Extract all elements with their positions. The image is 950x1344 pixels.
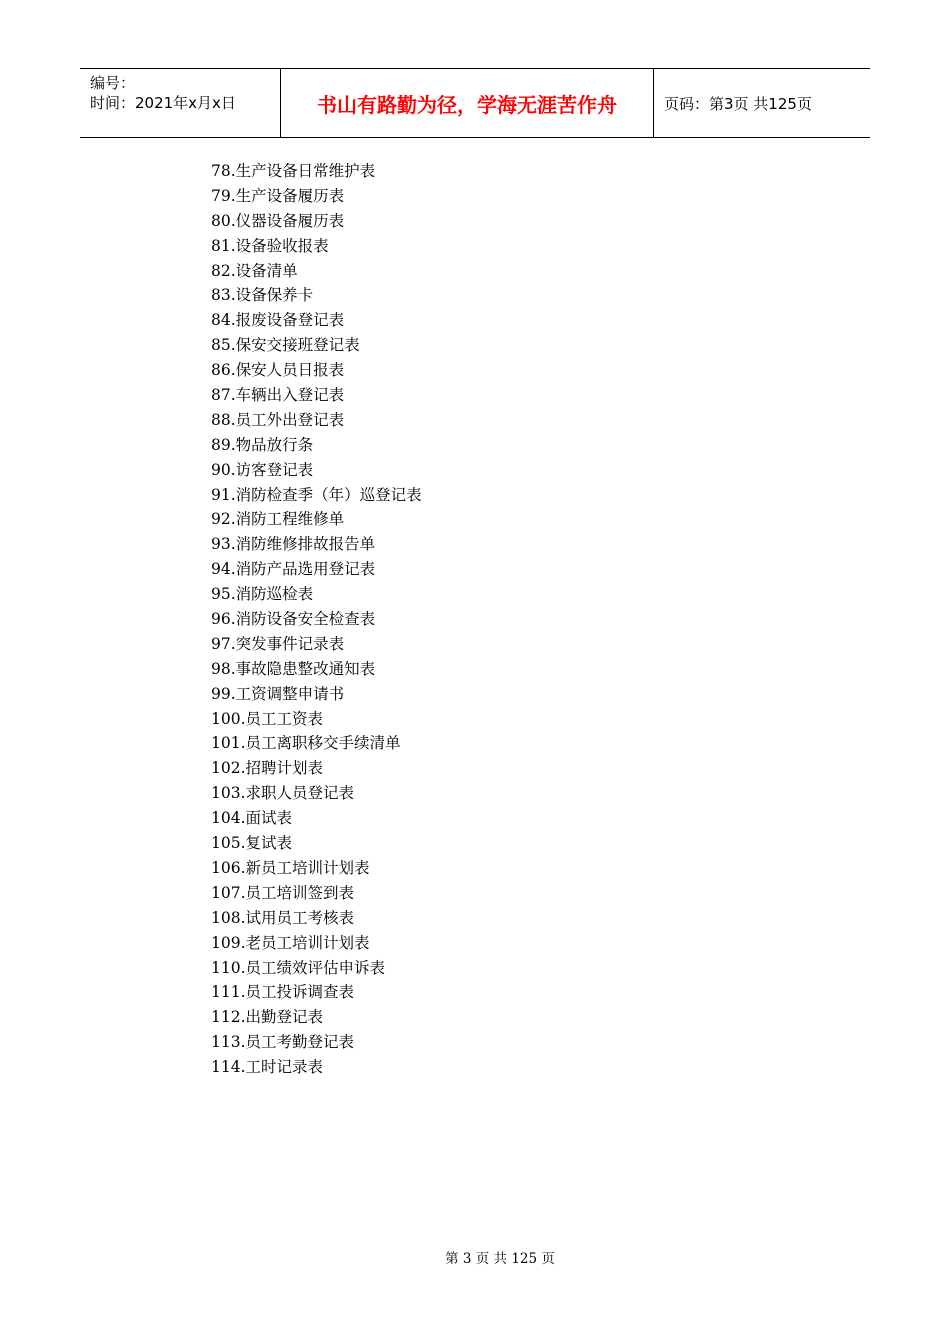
list-item: 84.报废设备登记表 [211, 311, 345, 330]
list-item: 103.求职人员登记表 [211, 784, 355, 803]
list-item: 79.生产设备履历表 [211, 186, 345, 205]
list-item: 91.消防检查季（年）巡登记表 [211, 485, 422, 504]
list-item: 113.员工考勤登记表 [211, 1033, 355, 1052]
list-item: 101.员工离职移交手续清单 [211, 734, 401, 753]
list-item: 114.工时记录表 [211, 1058, 324, 1077]
header-meta [80, 69, 281, 137]
number-label: 编号： [90, 74, 136, 92]
form-list [211, 159, 422, 1080]
list-item: 109.老员工培训计划表 [211, 933, 370, 952]
list-item: 94.消防产品选用登记表 [211, 560, 376, 579]
list-item: 112.出勤登记表 [211, 1008, 324, 1027]
list-item: 80.仪器设备履历表 [211, 211, 345, 230]
page-header [80, 68, 870, 138]
list-item: 92.消防工程维修单 [211, 510, 345, 529]
list-item: 102.招聘计划表 [211, 759, 324, 778]
list-item: 108.试用员工考核表 [211, 908, 355, 927]
list-item: 100.员工工资表 [211, 709, 324, 728]
list-item: 87.车辆出入登记表 [211, 386, 345, 405]
list-item: 82.设备清单 [211, 261, 298, 280]
list-item: 98.事故隐患整改通知表 [211, 659, 376, 678]
list-item: 78.生产设备日常维护表 [211, 162, 376, 180]
list-item: 96.消防设备安全检查表 [211, 610, 376, 629]
time-label: 时间：2021年x月x日 [90, 94, 236, 112]
header-motto: 书山有路勤为径，学海无涯苦作舟 [281, 69, 654, 137]
list-item: 81.设备验收报表 [211, 236, 329, 255]
list-item: 97.突发事件记录表 [211, 634, 345, 653]
list-item: 104.面试表 [211, 809, 293, 828]
list-item: 89.物品放行条 [211, 435, 314, 454]
list-item: 95.消防巡检表 [211, 585, 314, 604]
list-item: 88.员工外出登记表 [211, 410, 345, 429]
list-item: 107.员工培训签到表 [211, 883, 355, 902]
list-item: 85.保安交接班登记表 [211, 336, 360, 355]
list-item: 90.访客登记表 [211, 460, 314, 479]
list-item: 93.消防维修排故报告单 [211, 535, 376, 554]
list-item: 111.员工投诉调查表 [211, 983, 355, 1002]
list-item: 83.设备保养卡 [211, 286, 314, 305]
list-item: 110.员工绩效评估申诉表 [211, 958, 386, 977]
list-item: 86.保安人员日报表 [211, 361, 345, 380]
list-item: 99.工资调整申请书 [211, 684, 345, 703]
list-item: 105.复试表 [211, 834, 293, 853]
list-item: 106.新员工培训计划表 [211, 858, 370, 877]
page-footer: 第 3 页 共 125 页 [445, 1251, 555, 1267]
header-page-info: 页码：第3页 共125页 [664, 94, 812, 113]
